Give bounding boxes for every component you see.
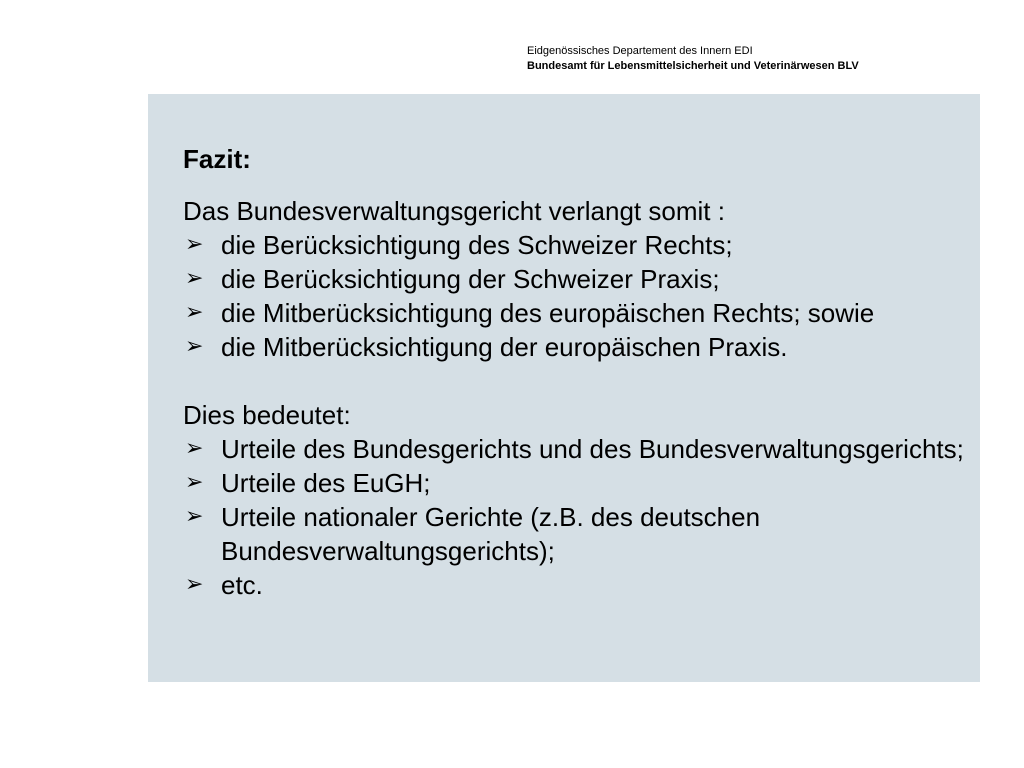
arrow-bullet-icon: ➢ [185,232,204,257]
section-spacer [183,364,973,398]
arrow-bullet-icon: ➢ [185,470,204,495]
slide-title: Fazit: [183,144,251,174]
list-item [183,568,973,602]
list-item-text: Urteile des EuGH; [221,468,431,498]
list-item-text: Urteile nationaler Gerichte (z.B. des deutschen Bundesverwaltungsgerichts); [221,502,761,566]
section2-intro: Dies bedeutet: [183,400,351,430]
list-item-text: die Mitberücksichtigung des europäischen Rechts; sowie [221,298,875,328]
arrow-bullet-icon: ➢ [185,572,204,597]
header [527,44,859,74]
list-item-text: Urteile des Bundesgerichts und des Bundesverwaltungsgerichts; [221,434,964,464]
list-item-text: die Berücksichtigung des Schweizer Rechts; [221,230,733,260]
list-item [183,500,973,568]
list-item [183,228,973,262]
department-name: Eidgenössisches Departement des Innern EDI [527,45,753,57]
list-item-text: die Berücksichtigung der Schweizer Praxis; [221,264,720,294]
content-body [183,142,973,602]
office-name: Bundesamt für Lebensmittelsicherheit und Veterinärwesen BLV [527,60,859,72]
list-item [183,432,973,466]
arrow-bullet-icon: ➢ [185,436,204,461]
section1-intro: Das Bundesverwaltungsgericht verlangt somit : [183,196,725,226]
list-item [183,330,973,364]
section2-list [183,432,973,602]
list-item-text: die Mitberücksichtigung der europäischen Praxis. [221,332,788,362]
section1-list [183,228,973,364]
list-item [183,262,973,296]
arrow-bullet-icon: ➢ [185,334,204,359]
content-panel [148,94,980,682]
arrow-bullet-icon: ➢ [185,266,204,291]
list-item [183,466,973,500]
arrow-bullet-icon: ➢ [185,300,204,325]
list-item-text: etc. [221,570,263,600]
arrow-bullet-icon: ➢ [185,504,204,529]
list-item [183,296,973,330]
